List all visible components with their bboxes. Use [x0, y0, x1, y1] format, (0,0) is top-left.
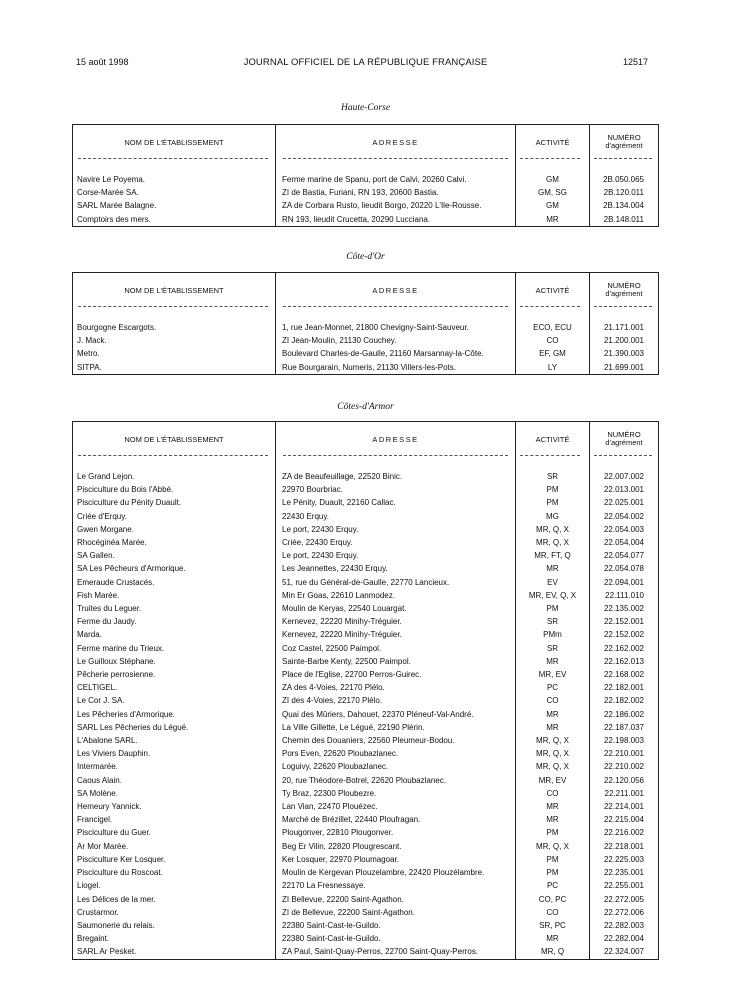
header-underline	[283, 455, 508, 456]
column-header-activity: ACTIVITÉ	[516, 125, 590, 160]
cell-activity: EV	[516, 576, 590, 589]
cell-activity: MR, EV, Q, X	[516, 589, 590, 602]
column-header-activity: ACTIVITÉ	[516, 273, 590, 308]
cell-number: 22.186.002	[590, 708, 659, 721]
cell-activity: CO	[516, 787, 590, 800]
cell-address: 22380 Saint-Cast-le-Guildo.	[276, 932, 516, 945]
header-underline	[283, 158, 508, 159]
table-row	[73, 893, 659, 906]
cell-address: 22380 Saint-Cast-le-Guildo.	[276, 919, 516, 932]
cell-number: 22.054.004	[590, 536, 659, 549]
table-row	[73, 321, 659, 334]
cell-name: Ferme du Jaudy.	[77, 617, 137, 627]
cell-activity: SR	[516, 642, 590, 655]
cell-name: Pêcherie perrosienne.	[77, 670, 156, 680]
cell-name: Bregaint.	[77, 934, 110, 944]
column-header-name: NOM DE L'ÉTABLISSEMENT	[124, 137, 224, 147]
cell-activity: MR, Q, X	[516, 747, 590, 760]
header-title: JOURNAL OFFICIEL DE LA RÉPUBLIQUE FRANÇAISE	[243, 57, 488, 68]
cell-name: Crustarmor.	[77, 907, 119, 917]
cell-activity: MR, EV	[516, 774, 590, 787]
cell-address: Coz Castel, 22500 Paimpol.	[276, 642, 516, 655]
cell-address: 22970 Bourbriac.	[276, 483, 516, 496]
cell-address: Moulin de Kergevan Plouzelambre, 22420 Plouzélambre.	[276, 866, 516, 879]
cell-activity: PM	[516, 826, 590, 839]
cell-address: ZA des 4-Voies, 22170 Plélo.	[276, 681, 516, 694]
header-underline	[594, 455, 652, 456]
column-header-number-line1: NUMÉRO	[607, 281, 641, 290]
cell-address: Marché de Brézillet, 22440 Ploufragan.	[276, 813, 516, 826]
establishment-table	[72, 272, 659, 375]
table-row	[73, 681, 659, 694]
cell-activity: PM	[516, 602, 590, 615]
cell-address: Le port, 22430 Erquy.	[276, 523, 516, 536]
cell-address: ZI Bellevue, 22200 Saint-Agathon.	[276, 893, 516, 906]
table-row	[73, 668, 659, 681]
cell-name: Gwen Morgane.	[77, 524, 134, 534]
establishment-table	[72, 421, 659, 960]
table-row	[73, 173, 659, 186]
column-header-number-line2: d'agrément	[605, 438, 643, 447]
cell-name: Comptoirs des mers.	[77, 214, 151, 224]
cell-activity: GM	[516, 173, 590, 186]
cell-name: Ferme marine du Trieux.	[77, 643, 165, 653]
table-row	[73, 919, 659, 932]
cell-address: Chemin des Douaniers, 22560 Pleumeur-Bodou.	[276, 734, 516, 747]
table-spacer-row	[73, 456, 659, 470]
cell-address: 22430 Erquy.	[276, 510, 516, 523]
column-header-address: ADRESSE	[276, 273, 516, 308]
table-row	[73, 800, 659, 813]
spacer-cell	[516, 456, 590, 470]
cell-activity: MR, Q, X	[516, 840, 590, 853]
table-row	[73, 347, 659, 360]
table-row	[73, 602, 659, 615]
cell-address: Les Jeannettes, 22430 Erquy.	[276, 562, 516, 575]
cell-name: SA Gallen.	[77, 551, 115, 561]
table-row	[73, 694, 659, 707]
column-header-activity: ACTIVITÉ	[516, 422, 590, 457]
table-row	[73, 470, 659, 483]
cell-activity: PM	[516, 496, 590, 509]
column-header-number-line2: d'agrément	[605, 289, 643, 298]
cell-number: 2B.134.004	[590, 199, 659, 212]
table-row	[73, 945, 659, 959]
header-underline	[78, 158, 268, 159]
cell-name: Bourgogne Escargots.	[77, 323, 157, 332]
cell-name: Pisciculture du Bois l'Abbé.	[77, 485, 174, 495]
table-row	[73, 906, 659, 919]
cell-address: La Ville Gillette, Le Légué, 22190 Plérin.	[276, 721, 516, 734]
table-row	[73, 932, 659, 945]
table-row	[73, 496, 659, 509]
cell-number: 21.200.001	[590, 334, 659, 347]
cell-activity: MR, Q, X	[516, 523, 590, 536]
cell-address: Criée, 22430 Erquy.	[276, 536, 516, 549]
table-row	[73, 199, 659, 212]
table-row	[73, 655, 659, 668]
cell-activity: MR, Q	[516, 945, 590, 959]
cell-address: Ker Losquer, 22970 Ploumagoar.	[276, 853, 516, 866]
table-spacer-row	[73, 159, 659, 173]
column-header-number-line1: NUMÉRO	[607, 430, 641, 439]
cell-activity: SR	[516, 470, 590, 483]
table-row	[73, 760, 659, 773]
section-title: Côtes-d'Armor	[337, 402, 394, 412]
cell-name: SARL Les Pêcheries du Légué.	[77, 722, 189, 732]
header-underline	[520, 158, 580, 159]
cell-name: Fish Marée.	[77, 590, 120, 600]
cell-activity: PM	[516, 853, 590, 866]
column-header-number	[590, 125, 659, 160]
cell-number: 22.182.002	[590, 694, 659, 707]
header-underline	[78, 306, 268, 307]
column-header-name: NOM DE L'ÉTABLISSEMENT	[124, 434, 224, 444]
cell-name: Intermarée.	[77, 762, 118, 772]
cell-activity: MR	[516, 708, 590, 721]
spacer-cell	[590, 307, 659, 321]
cell-address: Sainte-Barbe Kenty, 22500 Paimpol.	[276, 655, 516, 668]
cell-number: 22.111.010	[590, 589, 659, 602]
cell-name: Pisciculture du Guer.	[77, 828, 151, 838]
cell-name: Liogel.	[77, 881, 101, 891]
cell-address: ZA Paul, Saint-Quay-Perros, 22700 Saint-Quay-Perros.	[276, 945, 516, 959]
cell-name: SA Molène.	[77, 788, 118, 798]
column-header-number-line1: NUMÉRO	[607, 133, 641, 142]
spacer-cell	[516, 159, 590, 173]
table-row	[73, 734, 659, 747]
cell-address: 20, rue Théodore-Botrel, 22620 Ploubazlanec.	[276, 774, 516, 787]
header-underline	[520, 455, 580, 456]
cell-activity: ECO, ECU	[516, 321, 590, 334]
cell-activity: MR	[516, 800, 590, 813]
spacer-cell	[73, 159, 276, 173]
spacer-cell	[276, 456, 516, 470]
cell-number: 2B.148.011	[590, 213, 659, 227]
section-title: Côte-d'Or	[346, 252, 385, 262]
cell-name: Rhocéginéa Marée.	[77, 538, 147, 548]
cell-address: Moulin de Keryas, 22540 Louargat.	[276, 602, 516, 615]
cell-name: Corse-Marée SA.	[77, 188, 139, 198]
cell-number: 22.282.003	[590, 919, 659, 932]
table-row	[73, 628, 659, 641]
table-row	[73, 879, 659, 892]
cell-address: Le Pénity, Duault, 22160 Callac.	[276, 496, 516, 509]
cell-activity: SR, PC	[516, 919, 590, 932]
cell-activity: MR	[516, 655, 590, 668]
cell-address: Loguivy, 22620 Ploubazlanec.	[276, 760, 516, 773]
table-row	[73, 536, 659, 549]
header-underline	[78, 455, 268, 456]
cell-address: Lan Vian, 22470 Plouézec.	[276, 800, 516, 813]
table-row	[73, 615, 659, 628]
cell-activity: MR, FT, Q	[516, 549, 590, 562]
cell-number: 22.235.001	[590, 866, 659, 879]
cell-name: Saumonerie du relais.	[77, 920, 155, 930]
cell-name: Truites du Leguer.	[77, 604, 142, 614]
cell-activity: SR	[516, 615, 590, 628]
table-header-row	[73, 422, 659, 457]
column-header-name: NOM DE L'ÉTABLISSEMENT	[124, 285, 224, 295]
cell-activity: EF, GM	[516, 347, 590, 360]
cell-address: ZI de Bastia, Furiani, RN 193, 20600 Bastia.	[276, 186, 516, 199]
spacer-cell	[73, 456, 276, 470]
cell-address: Beg Er Vilin, 22820 Plougrescant.	[276, 840, 516, 853]
table-header-row	[73, 273, 659, 308]
cell-name: Hemeury Yannick.	[77, 802, 142, 812]
cell-number: 22.187.037	[590, 721, 659, 734]
table-row	[73, 721, 659, 734]
table-row	[73, 787, 659, 800]
spacer-cell	[590, 456, 659, 470]
cell-activity: PM	[516, 866, 590, 879]
table-row	[73, 853, 659, 866]
cell-name: Ar Mor Marée.	[77, 841, 129, 851]
cell-address: Rue Bourgarain, Numeris, 21130 Villers-les-Pots.	[276, 361, 516, 375]
cell-name: Le Cor J. SA.	[77, 696, 125, 706]
column-header-number	[590, 422, 659, 457]
cell-address: ZA de Corbara Rusto, lieudit Borgo, 20220 L'Ile-Rousse.	[276, 199, 516, 212]
cell-activity: CO	[516, 334, 590, 347]
cell-address: ZI Jean-Moulin, 21130 Couchey.	[276, 334, 516, 347]
cell-number: 2B.050.065	[590, 173, 659, 186]
cell-number: 22.218.001	[590, 840, 659, 853]
cell-name: Les Pêcheries d'Armorique.	[77, 709, 176, 719]
cell-number: 22.210.001	[590, 747, 659, 760]
cell-number: 21.171.001	[590, 321, 659, 334]
cell-activity: MR	[516, 213, 590, 227]
cell-activity: LY	[516, 361, 590, 375]
cell-number: 22.135.002	[590, 602, 659, 615]
cell-name: Les Délices de la mer.	[77, 894, 156, 904]
table-row	[73, 840, 659, 853]
cell-activity: GM	[516, 199, 590, 212]
cell-name: Le Grand Lejon.	[77, 472, 135, 481]
table-row	[73, 562, 659, 575]
cell-number: 22.162.013	[590, 655, 659, 668]
cell-address: 22170 La Fresnessaye.	[276, 879, 516, 892]
table-row	[73, 589, 659, 602]
table-row	[73, 483, 659, 496]
cell-number: 22.013.001	[590, 483, 659, 496]
cell-activity: PC	[516, 681, 590, 694]
cell-activity: MR	[516, 932, 590, 945]
spacer-cell	[73, 307, 276, 321]
cell-address: 51, rue du Général-de-Gaulle, 22770 Lancieux.	[276, 576, 516, 589]
cell-activity: PMm	[516, 628, 590, 641]
cell-number: 22.054.002	[590, 510, 659, 523]
table-row	[73, 642, 659, 655]
cell-number: 22.216.002	[590, 826, 659, 839]
table-row	[73, 334, 659, 347]
cell-number: 22.120.056	[590, 774, 659, 787]
cell-activity: MR	[516, 721, 590, 734]
cell-name: Pisciculture du Pénity Duault.	[77, 498, 182, 508]
cell-name: SA Les Pêcheurs d'Armorique.	[77, 564, 186, 574]
cell-name: L'Abalone SARL.	[77, 736, 138, 746]
table-row	[73, 576, 659, 589]
spacer-cell	[276, 307, 516, 321]
cell-activity: MR, Q, X	[516, 760, 590, 773]
cell-address: ZI des 4-Voies, 22170 Plélo.	[276, 694, 516, 707]
cell-number: 22.272.006	[590, 906, 659, 919]
cell-number: 22.054.003	[590, 523, 659, 536]
table-row	[73, 826, 659, 839]
cell-name: SARL Marée Balagne.	[77, 201, 157, 211]
cell-address: Ty Braz, 22300 Ploubezre.	[276, 787, 516, 800]
cell-number: 22.025.001	[590, 496, 659, 509]
column-header-number-line2: d'agrément	[605, 141, 643, 150]
header-page-number: 12517	[622, 57, 648, 67]
cell-name: Les Viviers Dauphin.	[77, 749, 151, 759]
cell-number: 22.255.001	[590, 879, 659, 892]
cell-name: Criée d'Erquy.	[77, 511, 127, 521]
header-date: 15 août 1998	[76, 57, 129, 67]
header-underline	[283, 306, 508, 307]
cell-name: Le Guilloux Stéphane.	[77, 656, 156, 666]
cell-address: ZI de Bellevue, 22200 Saint-Agathon.	[276, 906, 516, 919]
cell-number: 22.007.002	[590, 470, 659, 483]
cell-address: Le port, 22430 Erquy.	[276, 549, 516, 562]
cell-number: 22.215.004	[590, 813, 659, 826]
cell-number: 22.210.002	[590, 760, 659, 773]
cell-address: Pors Even, 22620 Ploubazlanec.	[276, 747, 516, 760]
table-row	[73, 186, 659, 199]
cell-number: 22.168.002	[590, 668, 659, 681]
cell-address: Min Er Goas, 22610 Lanmodez.	[276, 589, 516, 602]
cell-activity: MR	[516, 813, 590, 826]
cell-number: 22.211.001	[590, 787, 659, 800]
cell-address: Quai des Mûriers, Dahouet, 22370 Pléneuf-Val-André.	[276, 708, 516, 721]
cell-number: 22.094.001	[590, 576, 659, 589]
table-row	[73, 813, 659, 826]
table-row	[73, 774, 659, 787]
cell-address: Plougonver, 22810 Plougonver.	[276, 826, 516, 839]
cell-name: Caous Alain.	[77, 775, 122, 785]
table-row	[73, 549, 659, 562]
cell-name: Navire Le Poyema.	[77, 175, 146, 184]
cell-number: 21.699.001	[590, 361, 659, 375]
cell-address: RN 193, lieudit Crucetta, 20290 Lucciana.	[276, 213, 516, 227]
header-underline	[594, 158, 652, 159]
cell-address: Place de l'Eglise, 22700 Perros-Guirec.	[276, 668, 516, 681]
cell-name: SARL Ar Pesket.	[77, 947, 137, 957]
cell-number: 22.182.001	[590, 681, 659, 694]
cell-activity: MR, EV	[516, 668, 590, 681]
cell-number: 2B.120.011	[590, 186, 659, 199]
cell-number: 22.324.007	[590, 945, 659, 959]
cell-number: 22.054.077	[590, 549, 659, 562]
spacer-cell	[516, 307, 590, 321]
cell-address: 1, rue Jean-Monnet, 21800 Chevigny-Saint-Sauveur.	[276, 321, 516, 334]
table-row	[73, 213, 659, 227]
cell-name: Francigel.	[77, 815, 113, 825]
spacer-cell	[276, 159, 516, 173]
cell-name: Pisciculture Ker Losquer.	[77, 854, 166, 864]
cell-number: 22.272.005	[590, 893, 659, 906]
column-header-address: ADRESSE	[276, 125, 516, 160]
cell-activity: MR, Q, X	[516, 536, 590, 549]
establishment-table	[72, 124, 659, 227]
column-header-number	[590, 273, 659, 308]
cell-activity: CO	[516, 906, 590, 919]
cell-number: 22.198.003	[590, 734, 659, 747]
cell-number: 22.054.078	[590, 562, 659, 575]
cell-activity: MR	[516, 562, 590, 575]
cell-activity: PC	[516, 879, 590, 892]
column-header-address: ADRESSE	[276, 422, 516, 457]
cell-address: Boulevard Charles-de-Gaulle, 21160 Marsannay-la-Côte.	[276, 347, 516, 360]
table-row	[73, 747, 659, 760]
cell-name: J. Mack.	[77, 336, 107, 346]
table-row	[73, 523, 659, 536]
cell-name: Pisciculture du Roscoat.	[77, 868, 163, 878]
table-header-row	[73, 125, 659, 160]
cell-name: Marda.	[77, 630, 102, 640]
section-title: Haute-Corse	[340, 103, 391, 113]
cell-name: Emeraude Crustacés.	[77, 577, 155, 587]
cell-activity: PM	[516, 483, 590, 496]
cell-name: CELTIGEL.	[77, 683, 118, 693]
cell-activity: MG	[516, 510, 590, 523]
header-underline	[520, 306, 580, 307]
cell-number: 21.390.003	[590, 347, 659, 360]
header-underline	[594, 306, 652, 307]
spacer-cell	[590, 159, 659, 173]
cell-number: 22.225.003	[590, 853, 659, 866]
cell-address: Ferme marine de Spanu, port de Calvi, 20260 Calvi.	[276, 173, 516, 186]
cell-activity: CO	[516, 694, 590, 707]
cell-number: 22.162.002	[590, 642, 659, 655]
table-row	[73, 708, 659, 721]
cell-activity: GM, SG	[516, 186, 590, 199]
table-row	[73, 510, 659, 523]
table-row	[73, 866, 659, 879]
table-spacer-row	[73, 307, 659, 321]
cell-number: 22.282.004	[590, 932, 659, 945]
cell-number: 22.152.002	[590, 628, 659, 641]
cell-activity: MR, Q, X	[516, 734, 590, 747]
cell-number: 22.214.001	[590, 800, 659, 813]
cell-number: 22.152.001	[590, 615, 659, 628]
cell-name: SITPA.	[77, 362, 102, 372]
table-row	[73, 361, 659, 375]
cell-address: Kernevez, 22220 Minihy-Tréguier.	[276, 615, 516, 628]
cell-activity: CO, PC	[516, 893, 590, 906]
cell-name: Metro.	[77, 349, 100, 359]
cell-address: ZA de Beaufeuillage, 22520 Binic.	[276, 470, 516, 483]
cell-address: Kernevez, 22220 Minihy-Tréguier.	[276, 628, 516, 641]
